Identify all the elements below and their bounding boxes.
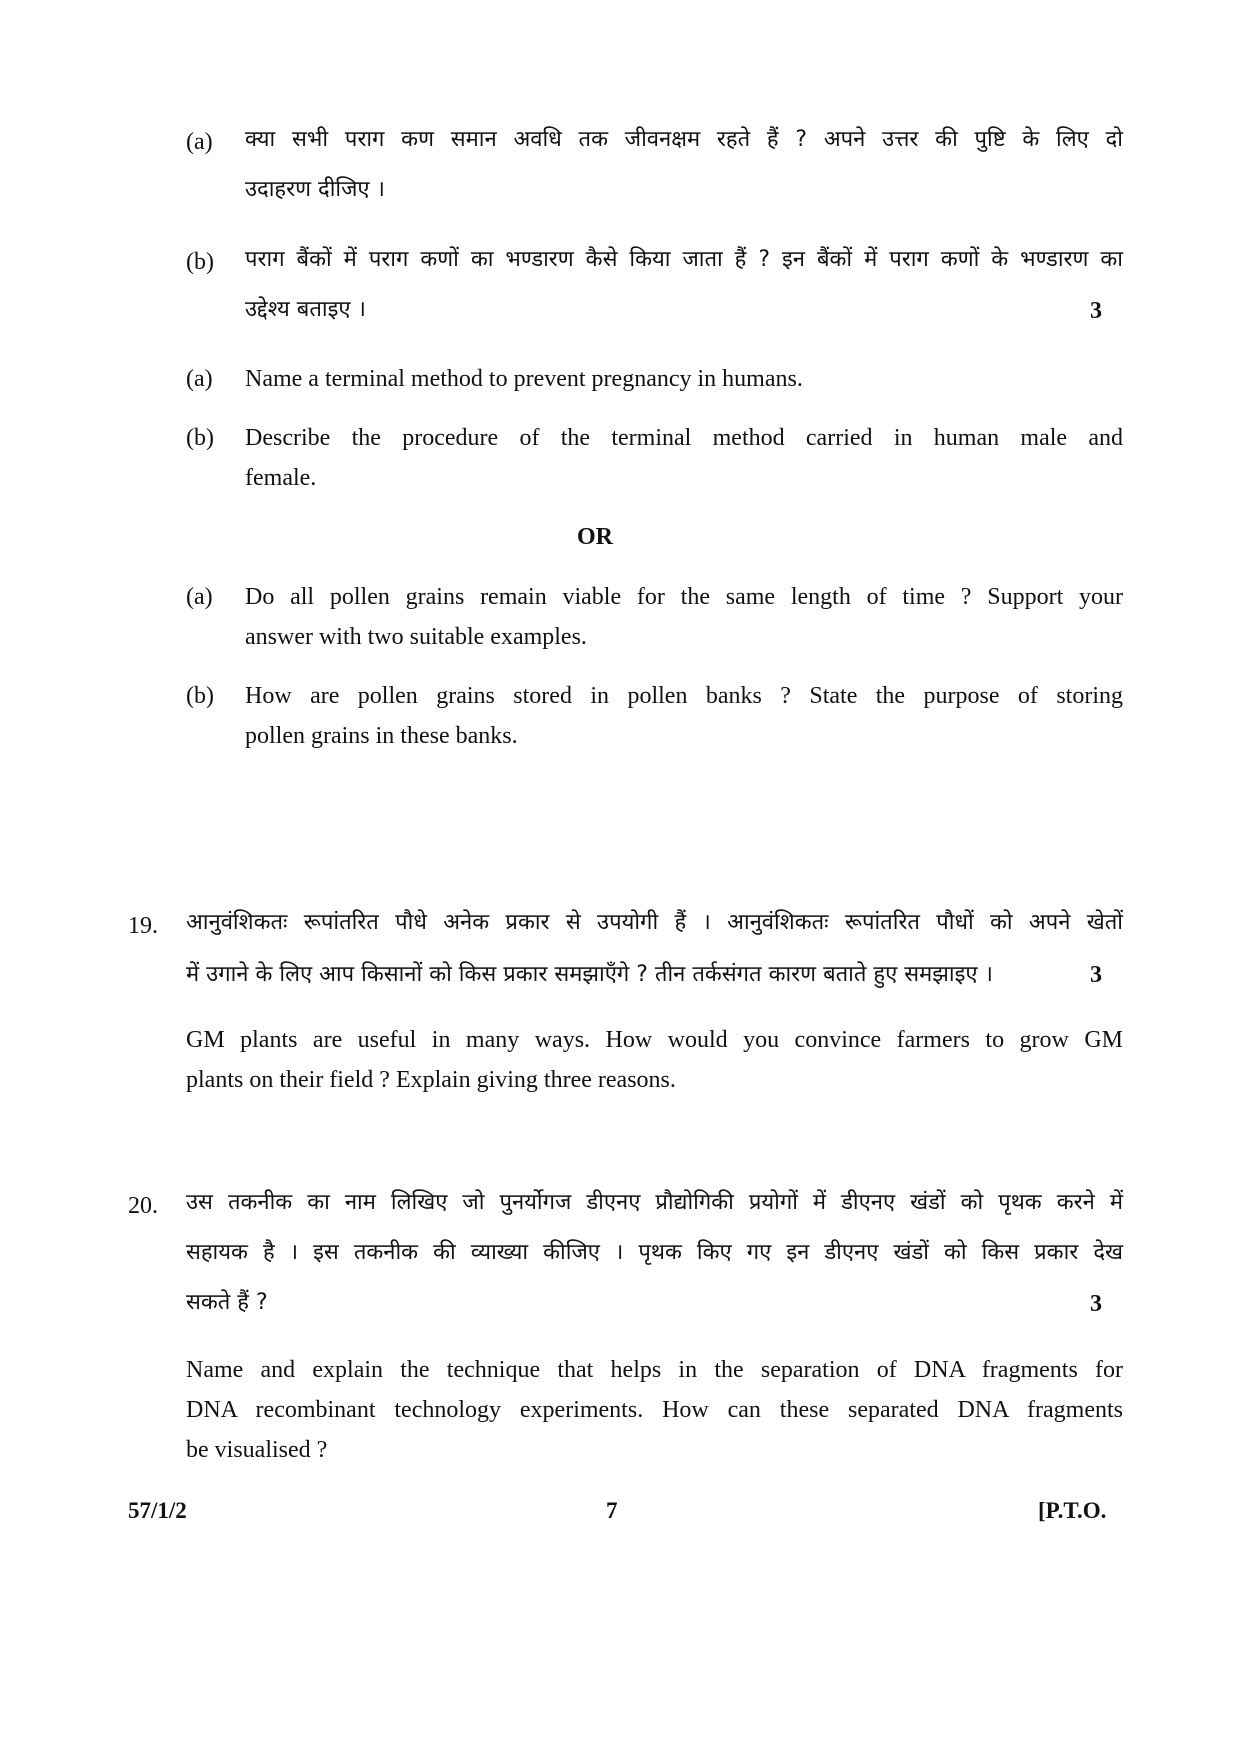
- q20-hindi-line3: सकते हैं ?: [186, 1290, 268, 1315]
- q19-english-line1: GM plants are useful in many ways. How would you convince farmers to grow GM: [186, 1027, 1123, 1053]
- q18-hindi-b-line1: पराग बैंकों में पराग कणों का भण्डारण कैसे किया जाता हैं ? इन बैंकों में पराग कणों के भण्डारण का: [245, 247, 1123, 272]
- q18-english-b-line2: female.: [245, 465, 317, 491]
- page-number: 7: [606, 1498, 618, 1523]
- q18-english-b-line1: Describe the procedure of the terminal method carried in human male and: [245, 425, 1123, 451]
- q18-or-b-label: (b): [186, 683, 214, 709]
- q20-hindi-line2: सहायक है । इस तकनीक की व्याख्या कीजिए । पृथक किए गए इन डीएनए खंडों को किस प्रकार देख: [186, 1240, 1123, 1265]
- q19-marks: 3: [1090, 962, 1102, 988]
- q19-hindi-line1: आनुवंशिकतः रूपांतरित पौधे अनेक प्रकार से उपयोगी हैं । आनुवंशिकतः रूपांतरित पौधों को अपने खेतों: [186, 910, 1123, 935]
- q20-marks: 3: [1090, 1291, 1102, 1317]
- q18-hindi-a-line2: उदाहरण दीजिए ।: [245, 177, 385, 202]
- q20-hindi-line1: उस तकनीक का नाम लिखिए जो पुनर्योगज डीएनए प्रौद्योगिकी प्रयोगों में डीएनए खंडों को पृथक करने में: [186, 1190, 1123, 1215]
- q19-english-line2: plants on their field ? Explain giving three reasons.: [186, 1067, 676, 1093]
- q18-or-a-label: (a): [186, 584, 213, 610]
- q18-english-a-label: (a): [186, 366, 213, 392]
- q20-english-line1: Name and explain the technique that helps in the separation of DNA fragments for: [186, 1357, 1123, 1383]
- q18-marks: 3: [1090, 298, 1102, 324]
- q18-or-a-line2: answer with two suitable examples.: [245, 624, 587, 650]
- q19-hindi-line2: में उगाने के लिए आप किसानों को किस प्रकार समझाएँगे ? तीन तर्कसंगत कारण बताते हुए समझाइए ।: [186, 962, 993, 987]
- q18-english-a-line1: Name a terminal method to prevent pregnancy in humans.: [245, 366, 803, 392]
- q18-hindi-a-line1: क्या सभी पराग कण समान अवधि तक जीवनक्षम रहते हैं ? अपने उत्तर की पुष्टि के लिए दो: [245, 127, 1123, 152]
- or-separator: OR: [577, 524, 613, 550]
- q18-hindi-b-line2: उद्देश्य बताइए ।: [245, 297, 366, 322]
- q18-hindi-b-label: (b): [186, 249, 214, 275]
- q20-number: 20.: [128, 1193, 158, 1219]
- q19-number: 19.: [128, 913, 158, 939]
- q18-or-b-line2: pollen grains in these banks.: [245, 723, 518, 749]
- q18-hindi-a-label: (a): [186, 129, 213, 155]
- paper-code: 57/1/2: [128, 1498, 187, 1523]
- q20-english-line2: DNA recombinant technology experiments. How can these separated DNA fragments: [186, 1397, 1123, 1423]
- pto-label: [P.T.O.: [1038, 1498, 1107, 1523]
- q18-or-a-line1: Do all pollen grains remain viable for the same length of time ? Support your: [245, 584, 1123, 610]
- q18-or-b-line1: How are pollen grains stored in pollen banks ? State the purpose of storing: [245, 683, 1123, 709]
- q18-english-b-label: (b): [186, 425, 214, 451]
- q20-english-line3: be visualised ?: [186, 1437, 328, 1463]
